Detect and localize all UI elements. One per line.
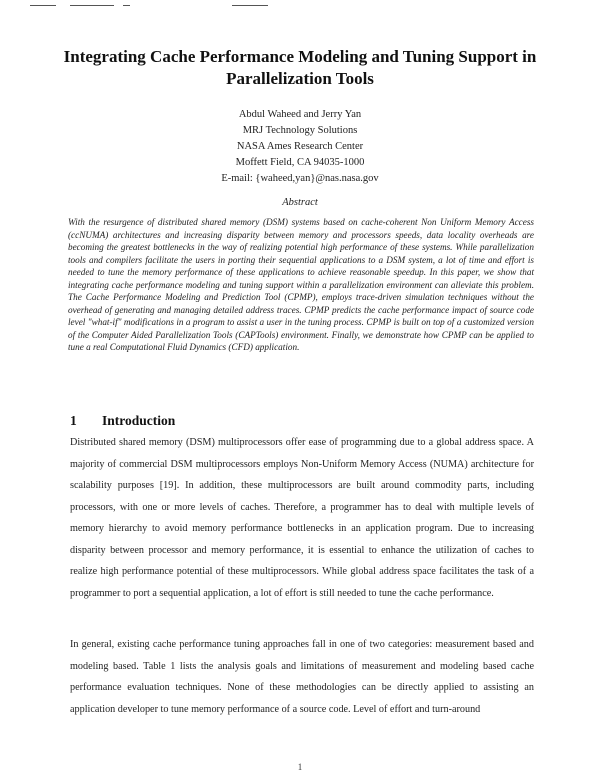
author-block [150,107,450,187]
body-paragraph: Distributed shared memory (DSM) multiprocessors offer ease of programming due to a global address space. A majority of commercial DSM multiprocessors employs Non-Uniform Memory Access (NUMA) architecture for scalability purposes [19]. In addition, these multiprocessors are built around commodity parts, including processors, with one or more levels of caches. Therefore, a programmer has to deal with multiple levels of memory hierarchy to avoid memory performance bottlenecks in an application program. Due to increasing disparity between processor and memory performance, it is essential to enhance the utilization of caches to realize high performance potential of these multiprocessors. While global address space facilitates the task of a programmer to port a sequential application, a lot of effort is still needed to tune the cache performance. [70,437,534,599]
author-affiliation: MRJ Technology Solutions [242,125,358,136]
body-paragraph: In general, existing cache performance tuning approaches fall in one of two categories: measurement based and modeling based. Table 1 lists the analysis goals and limitations of measurement and modeling based cache performance evaluation techniques. None of these methodologies can be directly applied to assisting an application developer to tune memory performance of a source code. Level of effort and turn-around [70,639,534,715]
author-institution: NASA Ames Research Center [236,141,364,152]
section-number: 1 [70,413,77,428]
author-address: Moffett Field, CA 94035-1000 [235,157,365,168]
section-heading [70,413,175,429]
section-title: Introduction [102,413,176,428]
scan-artifact-line [232,5,268,6]
scan-artifact-line [70,5,114,6]
scan-artifact-line [30,5,56,6]
page-number: 1 [297,762,303,772]
author-names: Abdul Waheed and Jerry Yan [238,109,362,120]
scan-artifact-line [123,5,130,6]
abstract-heading: Abstract [282,197,318,208]
paper-title: Integrating Cache Performance Modeling and Tuning Support in Parallelization Tools [63,47,537,88]
author-email: E-mail: {waheed,yan}@nas.nasa.gov [221,173,379,184]
abstract-text: With the resurgence of distributed shared memory (DSM) systems based on cache-coherent Non Uniform Memory Access (ccNUMA) architectures and increasing disparity between memory and processors speeds, data locality overheads are becoming the greatest bottlenecks in the way of realizing potential high performance of these systems. While parallelization tools and compilers facilitate the users in porting their sequential applications to a DSM system, a lot of time and effort is needed to tune the memory performance of these applications to achieve reasonable speedup. In this paper, we show that integrating cache performance modeling and tuning support within a parallelization environment can alleviate this problem. The Cache Performance Modeling and Prediction Tool (CPMP), employs trace-driven simulation techniques without the overhead of generating and managing detailed address traces. CPMP predicts the cache performance impact of source code level "what-if" modifications in a program to assist a user in the tuning process. CPMP is built on top of a customized version of the Computer Aided Parallelization Tools (CAPTools) environment. Finally, we demonstrate how CPMP can be applied to tune a real Computational Fluid Dynamics (CFD) application. [68,217,534,352]
